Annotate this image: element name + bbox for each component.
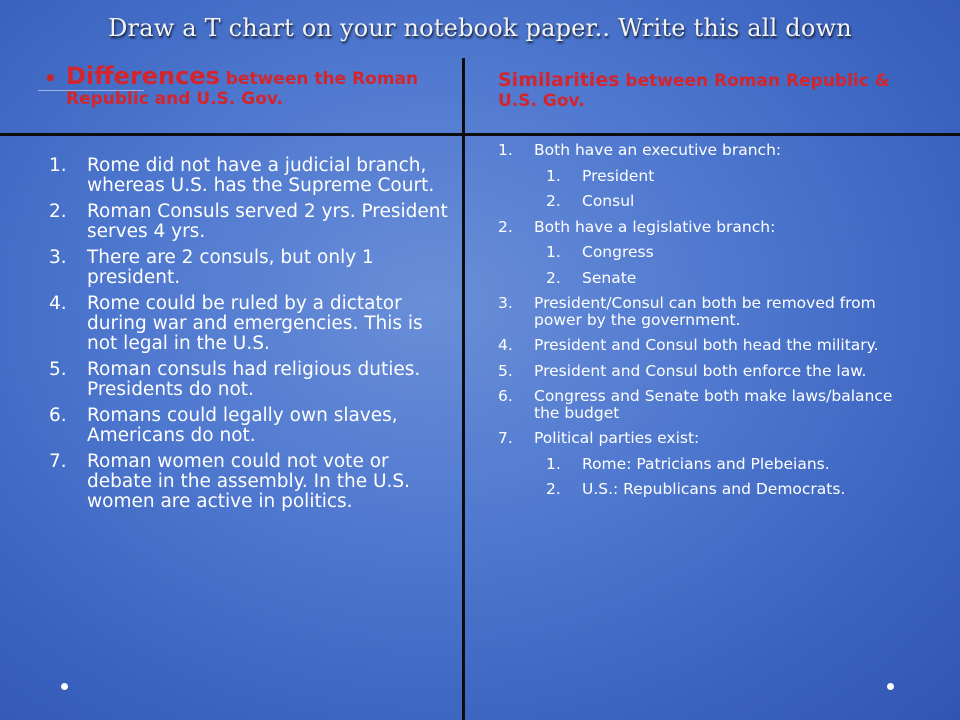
item-number: 4.: [498, 336, 513, 354]
differences-list: [49, 156, 454, 518]
sub-item-text: U.S.: Republicans and Democrats.: [582, 480, 846, 498]
item-text: Romans could legally own slaves, Americans do not.: [87, 405, 398, 446]
item-text: Roman Consuls served 2 yrs. President serves 4 yrs.: [87, 201, 448, 242]
list-item: [498, 363, 908, 380]
similarities-heading-keyword: Similarities: [498, 69, 620, 91]
list-item: [49, 294, 454, 354]
list-item: [49, 406, 454, 446]
sub-item-number: 1.: [546, 454, 561, 473]
item-number: 5.: [498, 361, 513, 380]
item-number: 7.: [49, 451, 67, 472]
differences-heading-keyword: Differences: [66, 62, 220, 90]
item-text: Roman consuls had religious duties. Presidents do not.: [87, 359, 421, 400]
list-item: [498, 142, 908, 159]
item-text: Rome did not have a judicial branch, whereas U.S. has the Supreme Court.: [87, 155, 435, 196]
item-text: President and Consul both enforce the law.: [534, 361, 867, 380]
item-text: Rome could be ruled by a dictator during war and emergencies. This is not legal in the U.S.: [87, 293, 423, 354]
sub-item-number: 2.: [546, 480, 561, 498]
list-item: [49, 360, 454, 400]
item-text: There are 2 consuls, but only 1 president.: [87, 247, 374, 288]
decorative-dot-left: [61, 683, 68, 690]
item-text: Roman women could not vote or debate in the assembly. In the U.S. women are active in politics.: [87, 451, 411, 512]
item-number: 2.: [498, 217, 513, 236]
slide-title: Draw a T chart on your notebook paper.. Write this all down: [108, 14, 852, 42]
sub-list-item: [498, 193, 908, 210]
sub-item-text: Senate: [582, 268, 637, 287]
list-item: [498, 337, 908, 354]
item-number: 1.: [49, 155, 67, 176]
sub-list-item: [498, 481, 908, 498]
sub-item-text: Congress: [582, 243, 654, 261]
sub-list-item: [498, 270, 908, 287]
t-chart-horizontal-line: [0, 133, 960, 136]
differences-heading: [44, 62, 446, 109]
list-item: [49, 156, 454, 196]
item-number: 4.: [49, 293, 67, 314]
item-text: Both have a legislative branch:: [534, 217, 776, 236]
similarities-list: [498, 142, 908, 507]
similarities-heading-rest: between Roman Republic & U.S. Gov.: [498, 71, 890, 111]
list-item: [498, 295, 908, 328]
differences-heading-rest: between the Roman Republic and U.S. Gov.: [66, 69, 419, 109]
item-text: Both have an executive branch:: [534, 141, 782, 159]
decorative-dot-right: [887, 683, 894, 690]
list-item: [498, 388, 908, 421]
item-number: 7.: [498, 429, 513, 447]
item-number: 1.: [498, 141, 513, 159]
sub-item-number: 1.: [546, 243, 561, 261]
list-item: [49, 202, 454, 242]
sub-list-item: [498, 456, 908, 473]
item-number: 6.: [49, 405, 67, 426]
item-number: 2.: [49, 201, 67, 222]
sub-item-text: President: [582, 166, 655, 185]
t-chart-vertical-line: [462, 58, 465, 720]
sub-list-item: [498, 244, 908, 261]
list-item: [49, 452, 454, 512]
sub-item-number: 2.: [546, 268, 561, 287]
sub-item-number: 2.: [546, 192, 561, 210]
item-number: 3.: [498, 294, 513, 312]
sub-item-text: Consul: [582, 192, 635, 210]
item-number: 6.: [498, 387, 513, 405]
similarities-heading: [498, 70, 918, 111]
item-number: 3.: [49, 247, 67, 268]
item-number: 5.: [49, 359, 67, 380]
heading-bullet: •: [44, 66, 57, 90]
item-text: President and Consul both head the military.: [534, 336, 879, 354]
item-text: Congress and Senate both make laws/balance the budget: [534, 387, 893, 422]
list-item: [498, 430, 908, 447]
sub-item-number: 1.: [546, 166, 561, 185]
sub-list-item: [498, 168, 908, 185]
list-item: [49, 248, 454, 288]
item-text: Political parties exist:: [534, 429, 700, 447]
list-item: [498, 219, 908, 236]
item-text: President/Consul can both be removed from power by the government.: [534, 294, 876, 329]
sub-item-text: Rome: Patricians and Plebeians.: [582, 454, 830, 473]
